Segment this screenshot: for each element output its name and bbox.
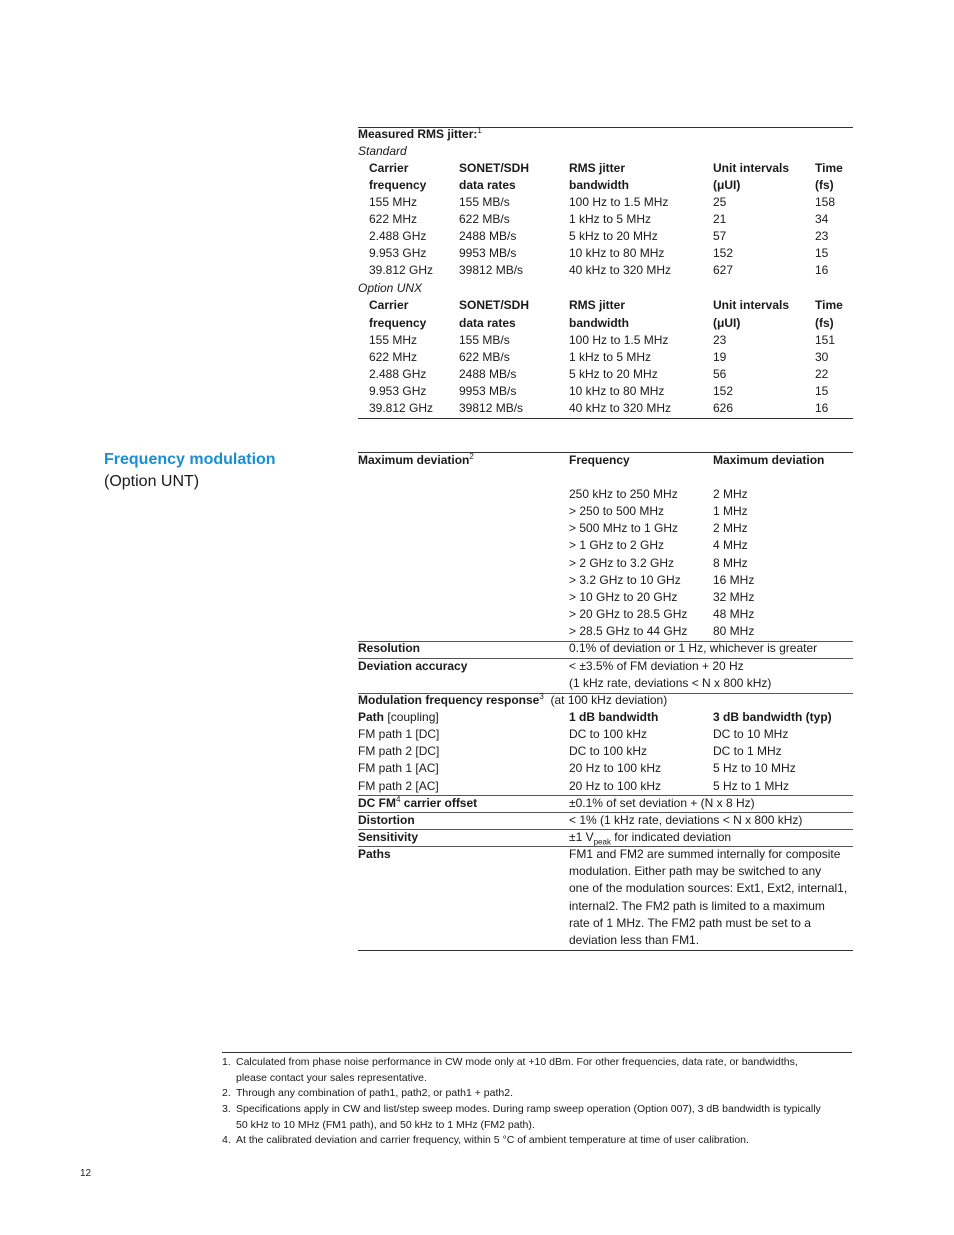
- table-cell: 9.953 GHz: [369, 384, 427, 398]
- section-title: Frequency modulation: [104, 451, 276, 468]
- table-cell: 2 MHz: [713, 521, 748, 535]
- table-cell: > 250 to 500 MHz: [569, 504, 665, 518]
- table-cell: 8 MHz: [713, 556, 748, 570]
- table-cell: 25: [713, 195, 727, 209]
- table-cell: 2.488 GHz: [369, 229, 427, 243]
- paths-label: Paths: [358, 847, 391, 861]
- table-cell: 152: [713, 384, 734, 398]
- sensitivity-value: ±1 $V_{peak}$ for indicated deviation: [569, 830, 732, 847]
- table-cell: 23: [815, 229, 829, 243]
- modresp-label: Modulation frequency response$^3$ (at 100 kHz deviation): [358, 692, 668, 707]
- table-cell: 22: [815, 367, 829, 381]
- table-cell: 155 MHz: [369, 195, 418, 209]
- table-cell: 32 MHz: [713, 590, 755, 604]
- table-cell: 2 MHz: [713, 487, 748, 501]
- deviation-label: Maximum deviation$^2$: [358, 452, 474, 467]
- jitter-bottom-rule: [358, 418, 853, 419]
- table-cell: 158: [815, 195, 836, 209]
- table-cell: FM path 2 [DC]: [358, 744, 440, 758]
- table-cell: 9953 MB/s: [459, 384, 517, 398]
- table-cell: 2.488 GHz: [369, 367, 427, 381]
- table-cell: 16 MHz: [713, 573, 755, 587]
- table-cell: > 28.5 GHz to 44 GHz: [569, 624, 688, 638]
- table-cell: 622 MHz: [369, 212, 418, 226]
- table-cell: 40 kHz to 320 MHz: [569, 401, 672, 415]
- table-cell: 19: [713, 350, 727, 364]
- section-subtitle: (Option UNT): [104, 473, 200, 490]
- table-cell: 626: [713, 401, 734, 415]
- modresp-col-3db: 3 dB bandwidth (typ): [713, 710, 832, 724]
- table-cell: 4 MHz: [713, 538, 748, 552]
- table-cell: 250 kHz to 250 MHz: [569, 487, 678, 501]
- table-cell: 80 MHz: [713, 624, 755, 638]
- table-cell: 20 Hz to 100 kHz: [569, 779, 662, 793]
- table-cell: 5 kHz to 20 MHz: [569, 229, 658, 243]
- table-cell: 10 kHz to 80 MHz: [569, 384, 665, 398]
- table-cell: 1 MHz: [713, 504, 748, 518]
- modresp-col-1db: 1 dB bandwidth: [569, 710, 659, 724]
- table-cell: > 1 GHz to 2 GHz: [569, 538, 665, 552]
- table-cell: DC to 1 MHz: [713, 744, 782, 758]
- table-cell: 15: [815, 246, 829, 260]
- resolution-label: Resolution: [358, 641, 420, 655]
- table-cell: 1 kHz to 5 MHz: [569, 350, 652, 364]
- table-cell: 622 MB/s: [459, 212, 510, 226]
- jitter-option-label: Option UNX: [358, 281, 423, 295]
- table-cell: 21: [713, 212, 727, 226]
- table-cell: 2488 MB/s: [459, 229, 517, 243]
- table-cell: > 10 GHz to 20 GHz: [569, 590, 678, 604]
- modresp-path-header: Path [coupling]: [358, 710, 439, 724]
- table-cell: 5 Hz to 10 MHz: [713, 761, 796, 775]
- table-cell: 155 MB/s: [459, 195, 510, 209]
- table-cell: > 500 MHz to 1 GHz: [569, 521, 679, 535]
- table-cell: 155 MHz: [369, 333, 418, 347]
- table-cell: 5 kHz to 20 MHz: [569, 367, 658, 381]
- table-cell: > 3.2 GHz to 10 GHz: [569, 573, 681, 587]
- jitter-standard-label: Standard: [358, 144, 407, 158]
- table-cell: 34: [815, 212, 829, 226]
- table-cell: 1 kHz to 5 MHz: [569, 212, 652, 226]
- table-cell: > 20 GHz to 28.5 GHz: [569, 607, 688, 621]
- table-cell: 40 kHz to 320 MHz: [569, 263, 672, 277]
- table-cell: DC to 10 MHz: [713, 727, 789, 741]
- table-cell: DC to 100 kHz: [569, 727, 648, 741]
- table-cell: 48 MHz: [713, 607, 755, 621]
- table-cell: 15: [815, 384, 829, 398]
- table-cell: FM path 1 [AC]: [358, 761, 439, 775]
- table-cell: 23: [713, 333, 727, 347]
- table-cell: 622 MB/s: [459, 350, 510, 364]
- accuracy-label: Deviation accuracy: [358, 659, 468, 673]
- dcfm-value: ±0.1% of set deviation + (N x 8 Hz): [569, 796, 755, 810]
- table-cell: 155 MB/s: [459, 333, 510, 347]
- table-bottom-rule: [358, 950, 853, 951]
- modresp-condition: (at 100 kHz deviation): [550, 693, 668, 707]
- paths-description: FM1 and FM2 are summed internally for composite modulation. Either path may be switched to any one of the modulation sources: Ext1, Ext2, internal1, internal2. The FM2 path is limited to a maximum rate of 1 MHz. The FM2 path must be set to a deviation less than FM1.: [569, 847, 848, 948]
- table-cell: 16: [815, 263, 829, 277]
- table-cell: 30: [815, 350, 829, 364]
- table-cell: DC to 100 kHz: [569, 744, 648, 758]
- table-cell: 39812 MB/s: [459, 263, 524, 277]
- resolution-value: 0.1% of deviation or 1 Hz, whichever is greater: [569, 641, 818, 655]
- table-cell: 39812 MB/s: [459, 401, 524, 415]
- table-cell: FM path 1 [DC]: [358, 727, 440, 741]
- table-cell: 151: [815, 333, 836, 347]
- table-cell: 57: [713, 229, 727, 243]
- table-cell: 100 Hz to 1.5 MHz: [569, 333, 669, 347]
- jitter-title: Measured RMS jitter:$^1$: [358, 126, 482, 141]
- table-cell: 56: [713, 367, 727, 381]
- table-cell: 9953 MB/s: [459, 246, 517, 260]
- footnote-rule: [222, 1052, 852, 1053]
- deviation-col-frequency: Frequency: [569, 453, 630, 467]
- table-cell: > 2 GHz to 3.2 GHz: [569, 556, 675, 570]
- table-cell: 39.812 GHz: [369, 263, 434, 277]
- accuracy-line-1: < ±3.5% of FM deviation + 20 Hz: [569, 659, 744, 673]
- table-cell: 9.953 GHz: [369, 246, 427, 260]
- sensitivity-label: Sensitivity: [358, 830, 419, 844]
- distortion-value: < 1% (1 kHz rate, deviations < N x 800 kHz): [569, 813, 803, 827]
- table-cell: 2488 MB/s: [459, 367, 517, 381]
- accuracy-line-2: (1 kHz rate, deviations < N x 800 kHz): [569, 676, 772, 690]
- page-number: 12: [80, 1168, 92, 1179]
- table-cell: 622 MHz: [369, 350, 418, 364]
- dcfm-label: DC $FM^4$ carrier offset: [358, 795, 478, 810]
- table-cell: 20 Hz to 100 kHz: [569, 761, 662, 775]
- table-cell: 16: [815, 401, 829, 415]
- table-cell: 39.812 GHz: [369, 401, 434, 415]
- table-cell: 5 Hz to 1 MHz: [713, 779, 790, 793]
- table-cell: 100 Hz to 1.5 MHz: [569, 195, 669, 209]
- distortion-label: Distortion: [358, 813, 415, 827]
- table-cell: FM path 2 [AC]: [358, 779, 439, 793]
- table-cell: 10 kHz to 80 MHz: [569, 246, 665, 260]
- deviation-col-max: Maximum deviation: [713, 453, 825, 467]
- table-cell: 152: [713, 246, 734, 260]
- table-cell: 627: [713, 263, 734, 277]
